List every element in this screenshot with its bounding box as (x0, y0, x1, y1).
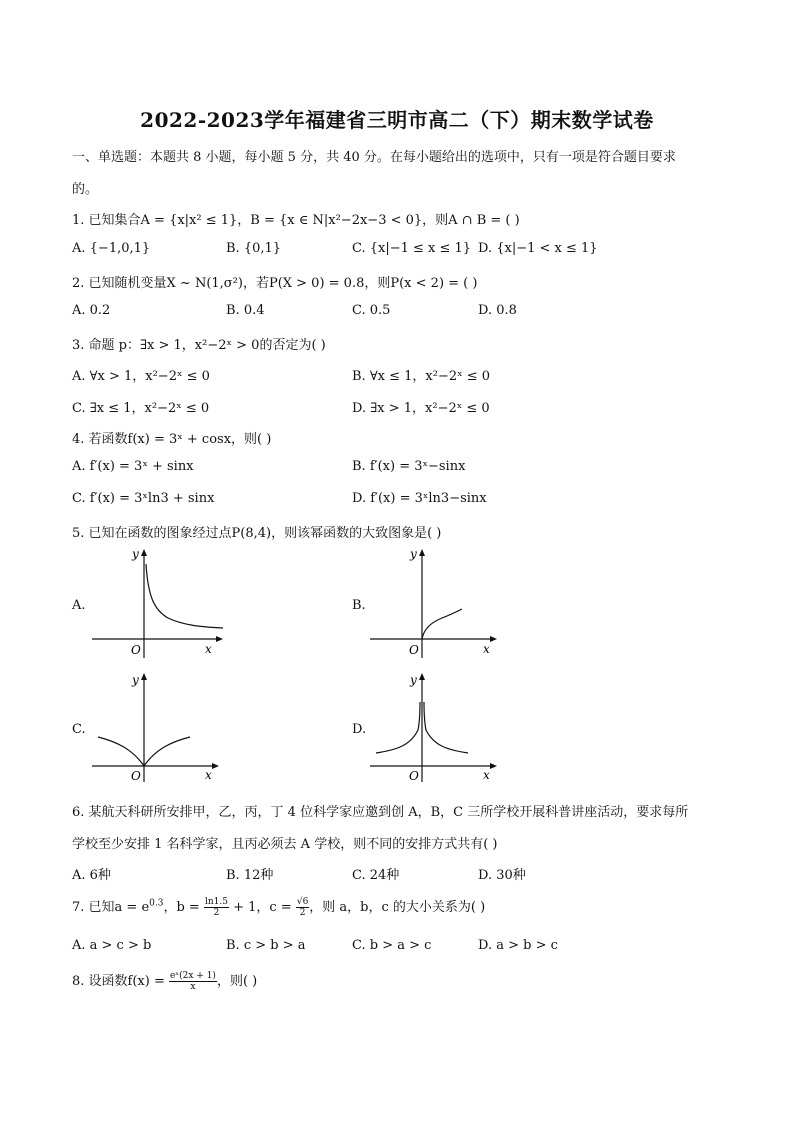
graph-d-label: D. (352, 722, 367, 737)
question-6-option-b: B. 12种 (226, 868, 274, 883)
question-4-option-b: B. f′(x) = 3ˣ−sinx (352, 459, 466, 474)
fraction-b: $\frac{\ln 1.5}{2}$ (204, 897, 228, 918)
fraction-c: $\frac{√6}{2}$ (296, 897, 309, 918)
graph-c-label: C. (72, 722, 86, 737)
question-7-option-a: A. a > c > b (72, 938, 152, 953)
graph-c-origin: O (131, 769, 141, 783)
graph-a-y-label: y (132, 547, 139, 561)
question-3-option-b: B. ∀x ≤ 1，x²−2ˣ ≤ 0 (352, 369, 491, 384)
question-6-option-d: D. 30种 (478, 868, 526, 883)
question-3-stem: 3. 命题 p：∃x > 1，x²−2ˣ > 0的否定为( ) (72, 338, 326, 353)
graph-b-y-label: y (410, 547, 417, 561)
graph-d-y-label: y (410, 673, 417, 687)
question-3-option-a: A. ∀x > 1，x²−2ˣ ≤ 0 (72, 369, 210, 384)
question-2-option-d: D. 0.8 (478, 303, 517, 318)
question-2-stem: 2. 已知随机变量X ~ N(1,σ²)，若P(X > 0) = 0.8，则P(x < 2) = ( ) (72, 276, 478, 291)
section-heading-cont: 的。 (72, 182, 99, 197)
graph-c (88, 670, 228, 785)
question-2-option-c: C. 0.5 (352, 303, 391, 318)
question-7-option-c: C. b > a > c (352, 938, 432, 953)
graph-a-label: A. (72, 598, 86, 613)
question-3-option-d: D. ∃x > 1，x²−2ˣ ≤ 0 (352, 401, 490, 416)
question-1-option-c: C. {x|−1 ≤ x ≤ 1} (352, 241, 472, 256)
section-heading: 一、单选题：本题共 8 小题，每小题 5 分，共 40 分。在每小题给出的选项中，只有一项是符合题目要求 (72, 150, 676, 165)
question-6-option-c: C. 24种 (352, 868, 400, 883)
graph-b-x-label: x (483, 642, 490, 656)
page-title: 2022-2023学年福建省三明市高二（下）期末数学试卷 (140, 108, 654, 132)
question-1-option-b: B. {0,1} (226, 241, 282, 256)
question-7-option-d: D. a > b > c (478, 938, 558, 953)
graph-d-origin: O (409, 769, 419, 783)
graph-d (366, 670, 506, 785)
question-1-option-d: D. {x|−1 < x ≤ 1} (478, 241, 598, 256)
question-5-stem: 5. 已知在函数的图象经过点P(8,4)，则该幂函数的大致图象是( ) (72, 526, 442, 541)
question-1-stem: 1. 已知集合A = {x|x² ≤ 1}，B = {x ∈ N|x²−2x−3 < 0}，则A ∩ B = ( ) (72, 213, 520, 228)
graph-c-x-label: x (205, 768, 212, 782)
question-6-stem-line2: 学校至少安排 1 名科学家，且丙必须去 A 学校，则不同的安排方式共有( ) (72, 837, 498, 852)
question-6-stem-line1: 6. 某航天科研所安排甲，乙，丙，丁 4 位科学家应邀到创 A，B，C 三所学校开展科普讲座活动，要求每所 (72, 805, 689, 820)
question-4-option-c: C. f′(x) = 3ˣln3 + sinx (72, 491, 215, 506)
question-4-option-a: A. f′(x) = 3ˣ + sinx (72, 459, 194, 474)
question-6-option-a: A. 6种 (72, 868, 111, 883)
graph-d-x-label: x (483, 768, 490, 782)
question-2-option-a: A. 0.2 (72, 303, 111, 318)
question-8-stem: 8. 设函数f(x) = $\frac{\text{eˣ(2x + 1)}}{x}$ ，则( ) (72, 971, 258, 992)
question-4-option-d: D. f′(x) = 3ˣln3−sinx (352, 491, 487, 506)
graph-c-y-label: y (132, 673, 139, 687)
fraction-f: $\frac{\text{eˣ(2x + 1)}}{x}$ (169, 971, 216, 992)
graph-a-origin: O (131, 643, 141, 657)
graph-b (366, 546, 506, 661)
graph-a (88, 546, 228, 661)
question-2-option-b: B. 0.4 (226, 303, 265, 318)
question-7-stem: 7. 已知$a = e^{0.3}$，b = $\frac{\ln 1.5}{2}$ + 1，c = $\frac{√6}{2}$ ，则 a，b，c 的大小关系为( ) (72, 897, 486, 918)
question-3-option-c: C. ∃x ≤ 1，x²−2ˣ ≤ 0 (72, 401, 210, 416)
question-7-option-b: B. c > b > a (226, 938, 306, 953)
graph-b-label: B. (352, 598, 366, 613)
graph-a-x-label: x (205, 642, 212, 656)
graph-b-origin: O (409, 643, 419, 657)
question-1-option-a: A. {−1,0,1} (72, 241, 151, 256)
question-4-stem: 4. 若函数f(x) = 3ˣ + cosx，则( ) (72, 432, 272, 447)
